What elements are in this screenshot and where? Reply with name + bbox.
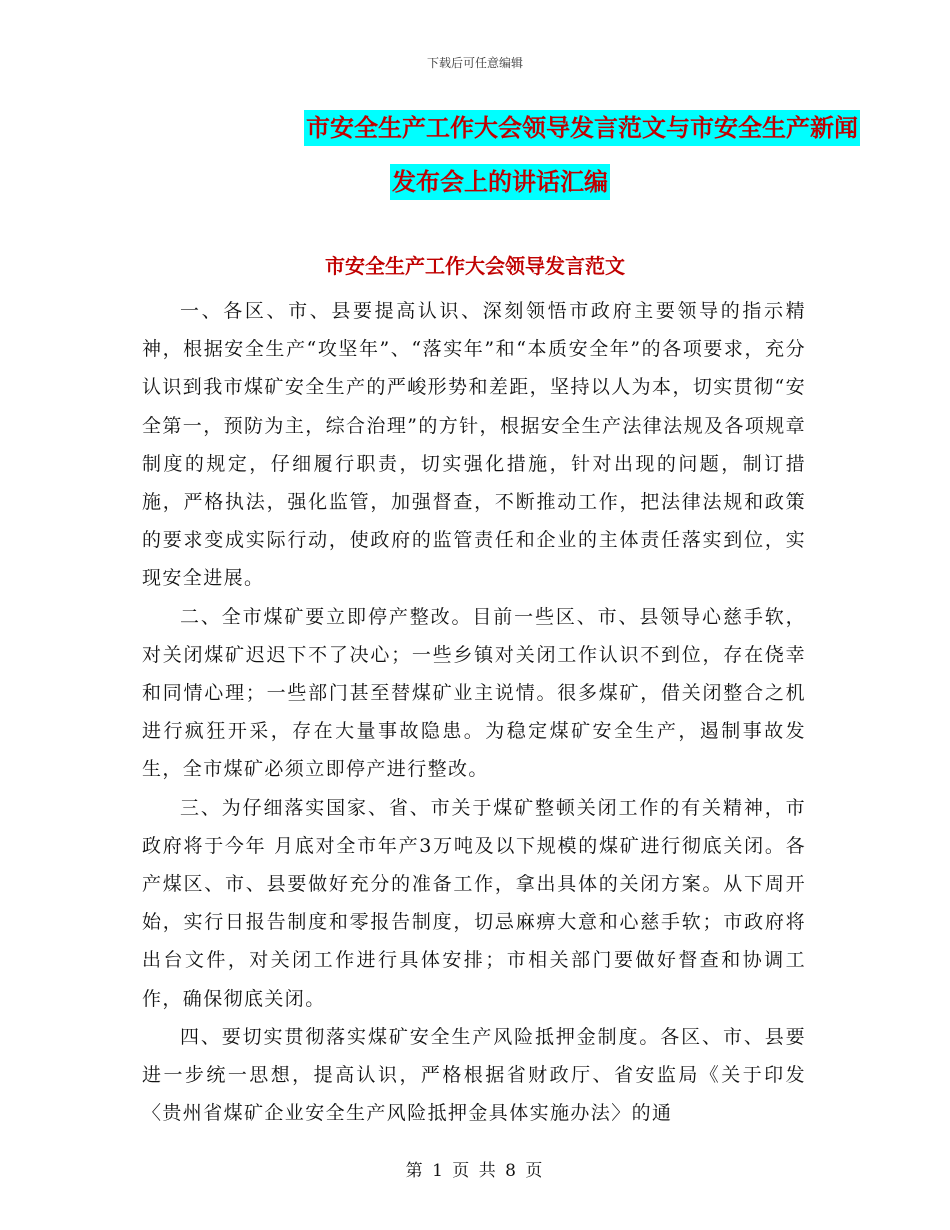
title-row-1 [140, 110, 860, 146]
paragraph: 三、为仔细落实国家、省、市关于煤矿整顿关闭工作的有关精神，市政府将于今年 月底对全市年产3万吨及以下规模的煤矿进行彻底关闭。各产煤区、市、县要做好充分的准备工作，拿出具体的关闭方案。从下周开始，实行日报告制度和零报告制度，切忌麻痹大意和心慈手软；市政府将出台文件，对关闭工作进行具体安排；市相关部门要做好督查和协调工作，确保彻底关闭。 [142, 796, 806, 1010]
paragraph: 一、各区、市、县要提高认识、深刻领悟市政府主要领导的指示精神，根据安全生产“攻坚年”、“落实年”和“本质安全年”的各项要求，充分认识到我市煤矿安全生产的严峻形势和差距，坚持以人为本，切实贯彻“安全第一，预防为主，综合治理”的方针，根据安全生产法律法规及各项规章制度的规定，仔细履行职责，切实强化措施，针对出现的问题，制订措施，严格执法，强化监管，加强督查，不断推动工作，把法律法规和政策的要求变成实际行动，使政府的监管责任和企业的主体责任落实到位，实现安全进展。 [142, 300, 806, 590]
title-line-1: 市安全生产工作大会领导发言范文与市安全生产新闻 [304, 110, 860, 146]
paragraph: 二、全市煤矿要立即停产整改。目前一些区、市、县领导心慈手软，对关闭煤矿迟迟下不了决心；一些乡镇对关闭工作认识不到位，存在侥幸和同情心理；一些部门甚至替煤矿业主说情。很多煤矿，借关闭整合之机进行疯狂开采，存在大量事故隐患。为稳定煤矿安全生产，遏制事故发生，全市煤矿必须立即停产进行整改。 [142, 605, 806, 781]
body-text [142, 292, 806, 1132]
title-line-2: 发布会上的讲话汇编 [390, 164, 610, 200]
section-title: 市安全生产工作大会领导发言范文 [325, 254, 625, 278]
title-row-2 [140, 164, 860, 200]
page-number: 第 1 页 共 8 页 [405, 1161, 545, 1181]
paragraph: 四、要切实贯彻落实煤矿安全生产风险抵押金制度。各区、市、县要进一步统一思想，提高认识，严格根据省财政厅、省安监局《关于印发〈贵州省煤矿企业安全生产风险抵押金具体实施办法〉的通 [142, 1025, 806, 1125]
document-title [140, 110, 860, 218]
header-note: 下载后可任意编辑 [426, 56, 523, 70]
